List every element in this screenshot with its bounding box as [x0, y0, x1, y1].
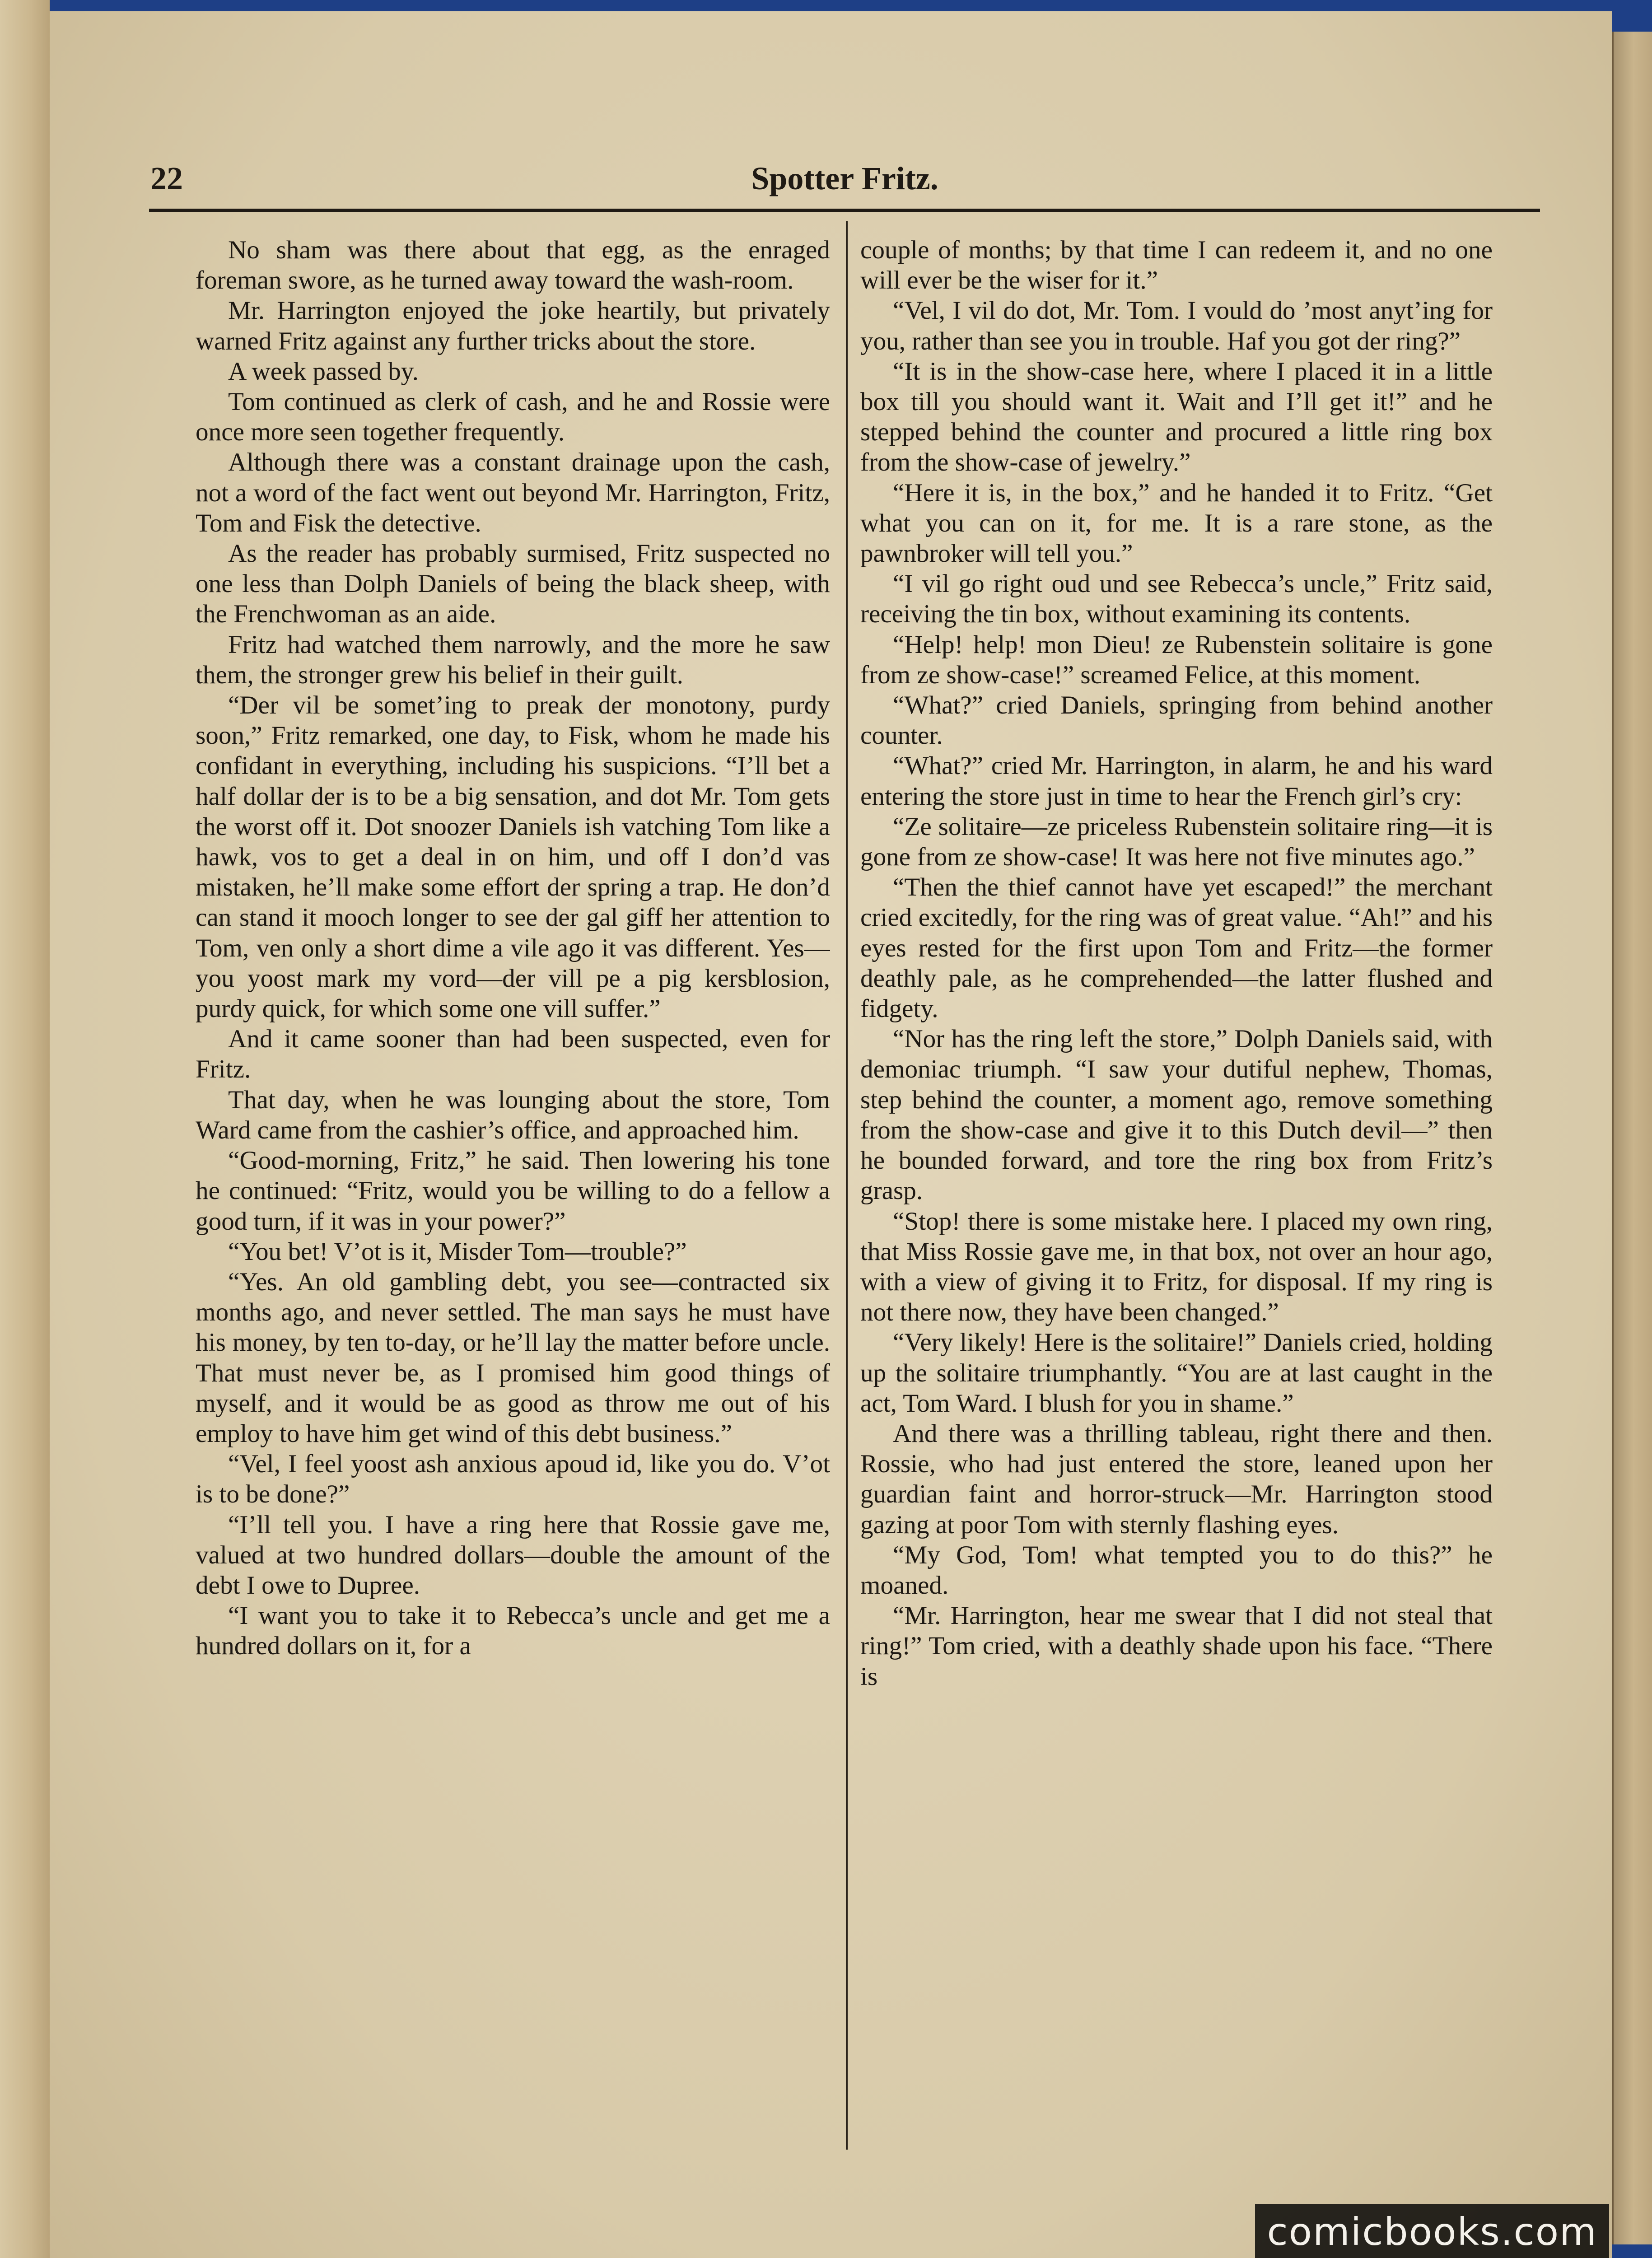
- paragraph: “What?” cried Mr. Harrington, in alarm, he and his ward entering the store just in time to hear the French girl’s cry:: [860, 751, 1493, 811]
- paragraph: “I want you to take it to Rebecca’s uncle and get me a hundred dollars on it, for a: [196, 1601, 830, 1661]
- paragraph: As the reader has probably surmised, Fritz suspected no one less than Dolph Daniels of being the black sheep, with the Frenchwoman as an aide.: [196, 539, 830, 629]
- paragraph: “Ze solitaire—ze priceless Rubenstein solitaire ring—it is gone from ze show-case! It was here not five minutes ago.”: [860, 812, 1493, 872]
- column-divider: [846, 221, 848, 2150]
- paragraph: “My God, Tom! what tempted you to do this?” he moaned.: [860, 1540, 1493, 1600]
- right-column: [860, 235, 1493, 2154]
- paragraph: “Yes. An old gambling debt, you see—contracted six months ago, and never settled. The man says he must have his money, by ten to-day, or he’ll lay the matter before uncle. That must never be, as I promised him good things of myself, and it would be as good as throw me out of his employ to have him get wind of this debt business.”: [196, 1267, 830, 1448]
- paragraph: “Help! help! mon Dieu! ze Rubenstein solitaire is gone from ze show-case!” screamed Felice, at this moment.: [860, 630, 1493, 689]
- paragraph: Although there was a constant drainage upon the cash, not a word of the fact went out beyond Mr. Harrington, Fritz, Tom and Fisk the detective.: [196, 448, 830, 537]
- paragraph: And there was a thrilling tableau, right there and then. Rossie, who had just entered the store, leaned upon her guardian faint and horror-struck—Mr. Harrington stood gazing at poor Tom with sternly flashing eyes.: [860, 1419, 1493, 1539]
- binding-edge: [0, 0, 50, 2258]
- paragraph: “Stop! there is some mistake here. I placed my own ring, that Miss Rossie gave me, in that box, not over an hour ago, with a view of giving it to Fritz, for disposal. If my ring is not there now, they have been changed.”: [860, 1207, 1493, 1327]
- paragraph: “Vel, I feel yoost ash anxious apoud id, like you do. V’ot is to be done?”: [196, 1450, 830, 1509]
- paragraph: “What?” cried Daniels, springing from behind another counter.: [860, 691, 1493, 750]
- paragraph: That day, when he was lounging about the store, Tom Ward came from the cashier’s office, and approached him.: [196, 1085, 830, 1144]
- page-header: [150, 156, 1539, 205]
- paragraph: A week passed by.: [228, 357, 419, 386]
- paragraph: “It is in the show-case here, where I placed it in a little box till you should want it. Wait and I’ll get it!” and he stepped behind the counter and procured a little ring box from the show-case of jewelry.”: [860, 357, 1493, 477]
- paragraph: “Mr. Harrington, hear me swear that I did not steal that ring!” Tom cried, with a deathly shade upon his face. “There is: [860, 1601, 1493, 1691]
- paragraph: “Vel, I vil do dot, Mr. Tom. I vould do ’most anyt’ing for you, rather than see you in trouble. Haf you got der ring?”: [860, 296, 1493, 355]
- paragraph: “You bet! V’ot is it, Misder Tom—trouble?”: [228, 1237, 687, 1266]
- left-column: [196, 235, 830, 2154]
- page-number: 22: [150, 160, 183, 196]
- paragraph: Tom continued as clerk of cash, and he and Rossie were once more seen together frequently.: [196, 387, 830, 447]
- adjacent-page-edge: [1612, 32, 1652, 2244]
- paragraph: “Nor has the ring left the store,” Dolph Daniels said, with demoniac triumph. “I saw your dutiful nephew, Thomas, step behind the counter, a moment ago, remove something from the show-case and give it to this Dutch devil—” then he bounded forward, and tore the ring box from Fritz’s grasp.: [860, 1025, 1493, 1205]
- paragraph: No sham was there about that egg, as the enraged foreman swore, as he turned away toward the wash-room.: [196, 236, 830, 295]
- paragraph: “Good-morning, Fritz,” he said. Then lowering his tone he continued: “Fritz, would you be willing to do a fellow a good turn, if it was in your power?”: [196, 1146, 830, 1236]
- paragraph: “Der vil be somet’ing to preak der monotony, purdy soon,” Fritz remarked, one day, to Fisk, whom he made his confidant in everything, including his suspicions. “I’ll bet a half dollar der is to be a big sensation, and dot Mr. Tom gets the worst off it. Dot snoozer Daniels ish vatching Tom like a hawk, vos to get a deal in on him, und off I don’d vas mistaken, he’ll make some effort der spring a trap. He don’d can stand it mooch longer to see der gal giff her attention to Tom, ven only a short dime a vile ago it vas different. Yes—you yoost mark my vord—der vill pe a pig kersblosion, purdy quick, for which some one vill suffer.”: [196, 691, 830, 1023]
- paragraph: Fritz had watched them narrowly, and the more he saw them, the stronger grew his belief in their guilt.: [196, 630, 830, 689]
- paragraph: “Here it is, in the box,” and he handed it to Fritz. “Get what you can on it, for me. It is a rare stone, as the pawnbroker will tell you.”: [860, 478, 1493, 568]
- paragraph: “Then the thief cannot have yet escaped!” the merchant cried excitedly, for the ring was of great value. “Ah!” and his eyes rested for the first upon Tom and Fritz—the former deathly pale, as he comprehended—the latter flushed and fidgety.: [860, 873, 1493, 1023]
- paragraph: “I vil go right oud und see Rebecca’s uncle,” Fritz said, receiving the tin box, without examining its contents.: [860, 569, 1493, 629]
- site-watermark: comicbooks.com: [1255, 2204, 1609, 2258]
- paragraph: “Very likely! Here is the solitaire!” Daniels cried, holding up the solitaire triumphantly. “You are at last caught in the act, Tom Ward. I blush for you in shame.”: [860, 1328, 1493, 1418]
- running-title: Spotter Fritz.: [751, 160, 938, 196]
- paragraph: And it came sooner than had been suspected, even for Fritz.: [196, 1025, 830, 1084]
- paragraph: “I’ll tell you. I have a ring here that Rossie gave me, valued at two hundred dollars—double the amount of the debt I owe to Dupree.: [196, 1510, 830, 1600]
- header-rule: [149, 209, 1540, 212]
- paragraph: Mr. Harrington enjoyed the joke heartily, but privately warned Fritz against any further tricks about the store.: [196, 296, 830, 355]
- paragraph: couple of months; by that time I can redeem it, and no one will ever be the wiser for it.”: [860, 236, 1493, 295]
